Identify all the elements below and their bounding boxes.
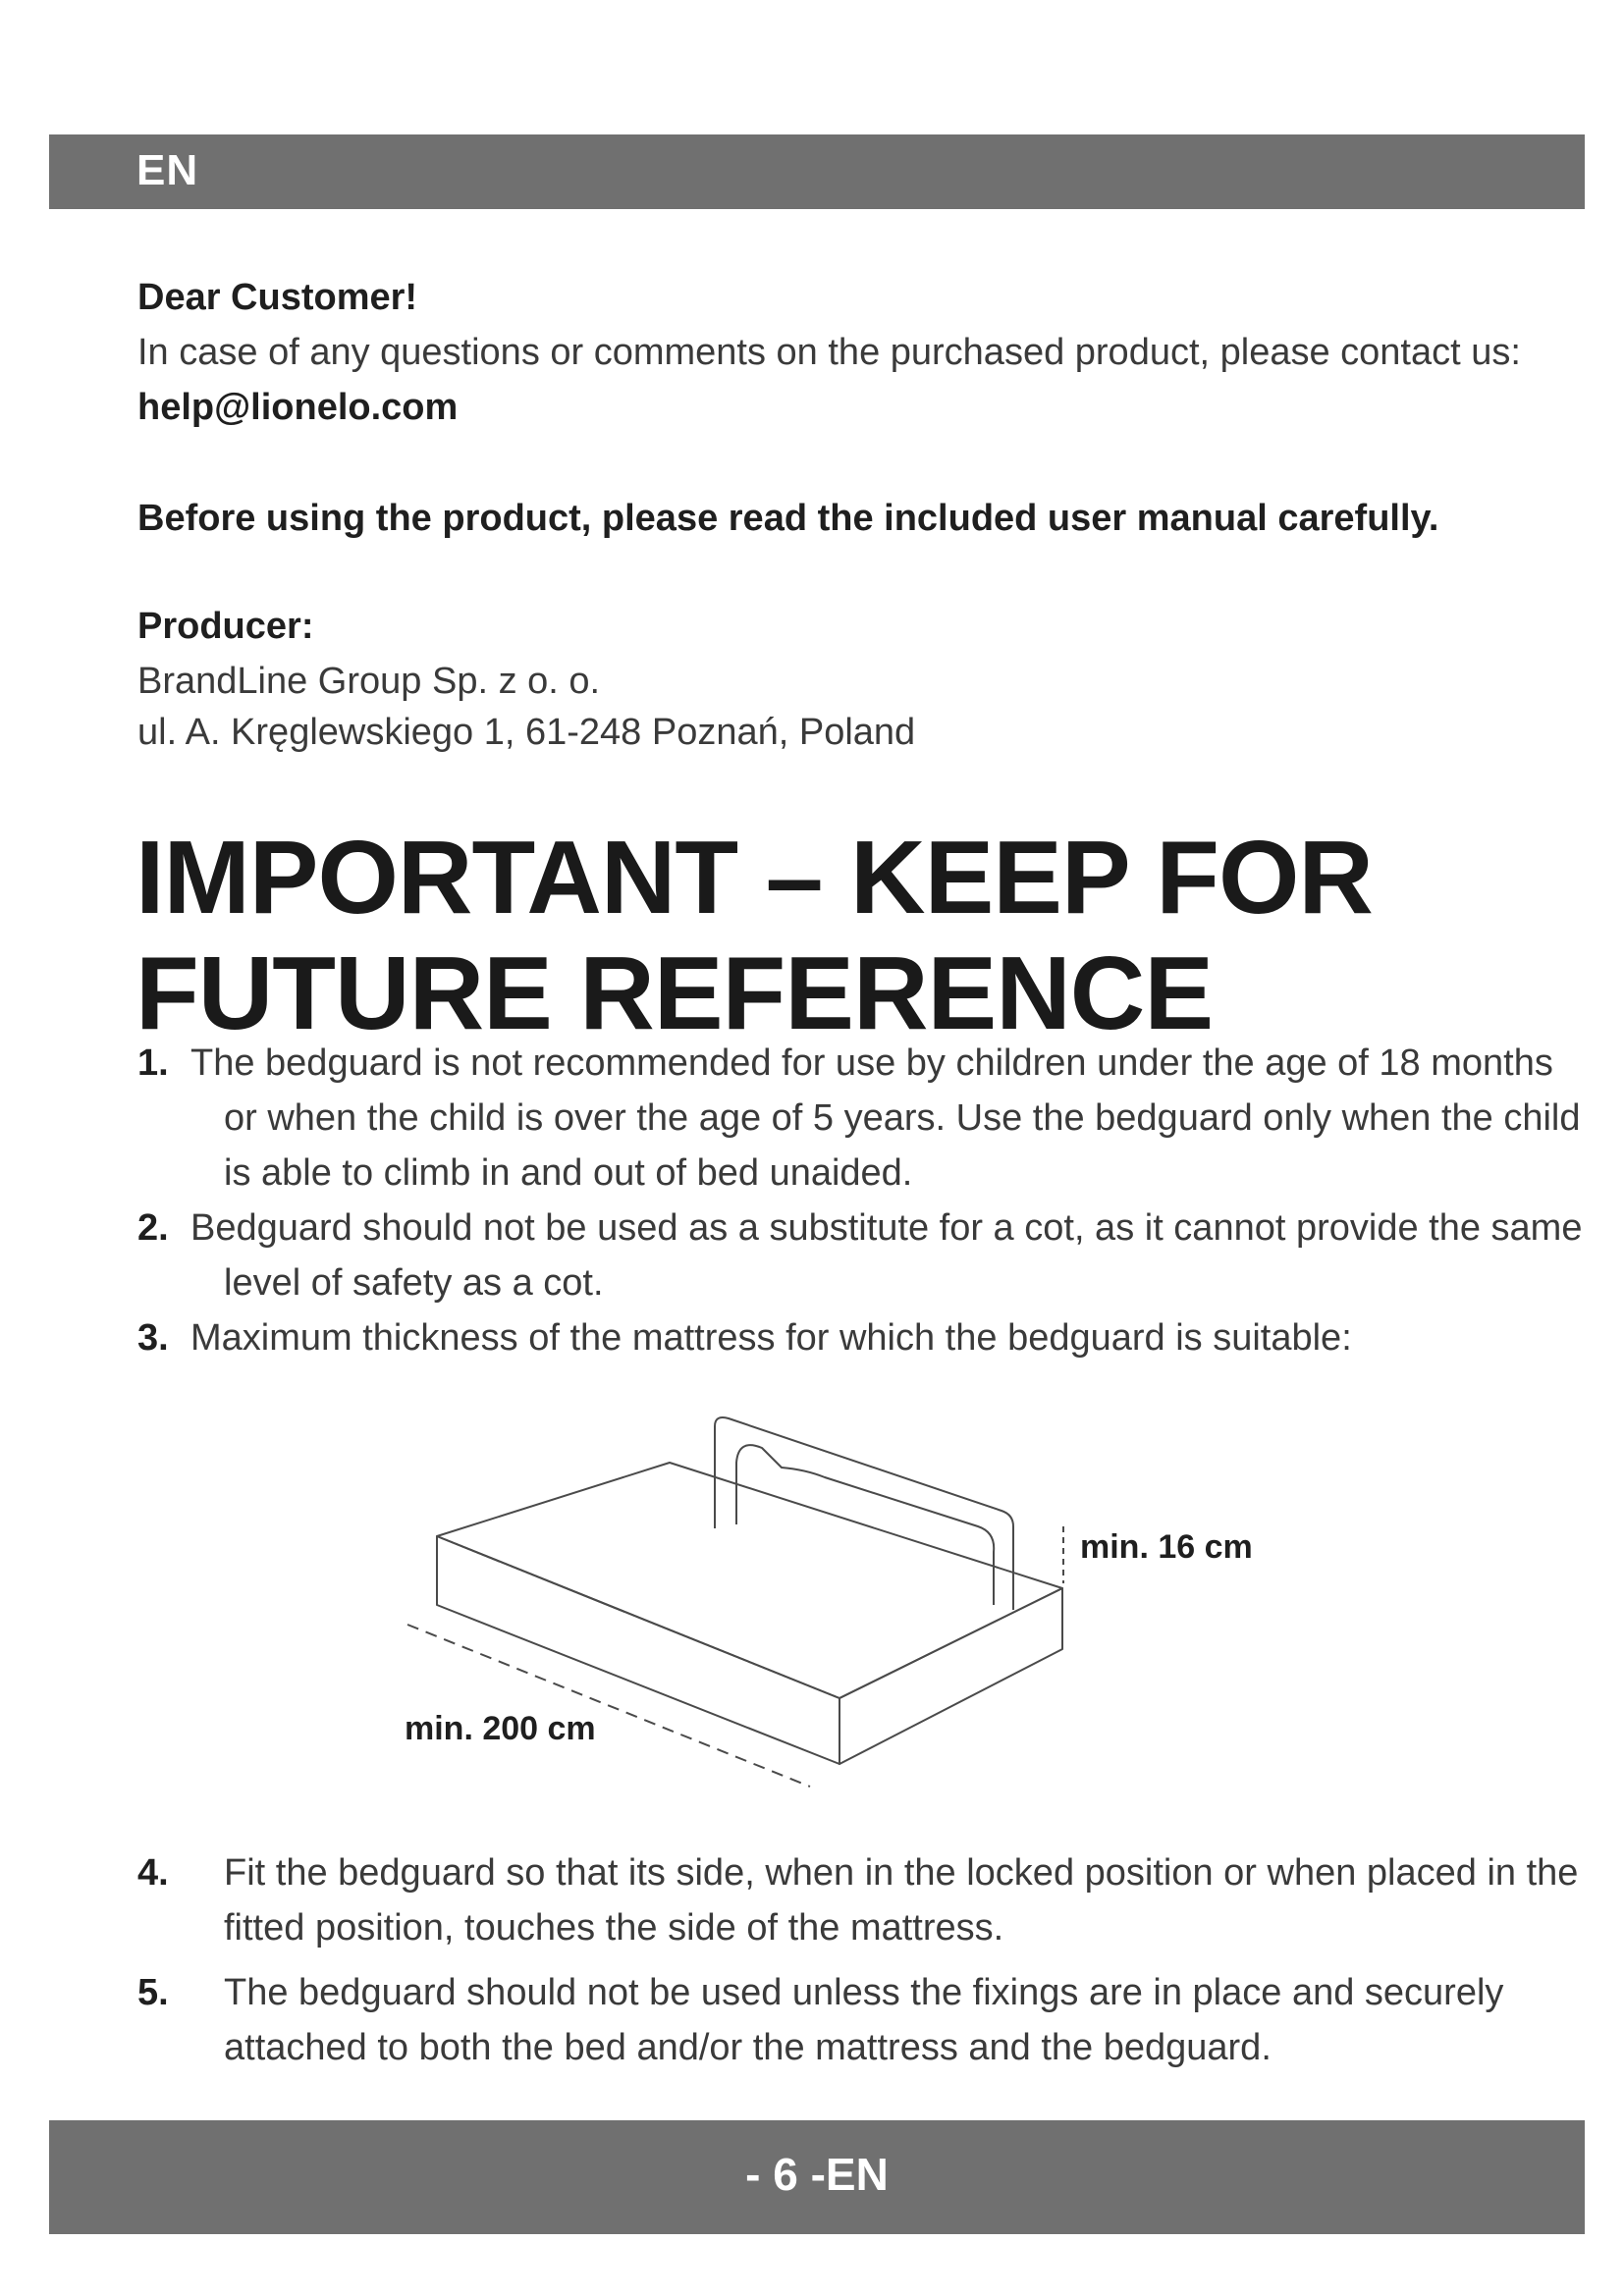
mattress-bedguard-diagram <box>393 1409 1276 1801</box>
contact-paragraph <box>137 325 1581 435</box>
important-heading: IMPORTANT – KEEP FOR FUTURE REFERENCE <box>135 820 1373 1051</box>
list-item <box>137 1965 1591 2075</box>
instructions-list <box>137 1036 1591 1365</box>
item-number: 5. <box>137 1972 169 2013</box>
item-text: Fit the bedguard so that its side, when in the locked position or when placed in the fitted position, touches the side of the mattress. <box>224 1852 1579 1949</box>
list-item <box>137 1845 1591 1955</box>
producer-address: ul. A. Kręglewskiego 1, 61-248 Poznań, Poland <box>137 712 916 753</box>
list-item <box>137 1036 1591 1201</box>
producer-label: Producer: <box>137 606 314 647</box>
item-text: The bedguard is not recommended for use by children under the age of 18 months or when the child is over the age of 5 years. Use the bedguard only when the child is able to climb in and out of bed unaided. <box>190 1042 1581 1194</box>
item-number: 2. <box>137 1207 169 1249</box>
item-text: Bedguard should not be used as a substitute for a cot, as it cannot provide the same level of safety as a cot. <box>190 1207 1583 1304</box>
producer-company: BrandLine Group Sp. z o. o. <box>137 661 601 702</box>
height-label: min. 16 cm <box>1080 1528 1253 1566</box>
item-number: 1. <box>137 1042 169 1084</box>
length-label: min. 200 cm <box>405 1710 596 1747</box>
footer-bar <box>49 2120 1585 2234</box>
producer-section <box>137 599 1581 760</box>
greeting-title: Dear Customer! <box>137 277 418 318</box>
item-number: 3. <box>137 1317 169 1359</box>
mattress-side <box>839 1588 1062 1764</box>
item-text: Maximum thickness of the mattress for which the bedguard is suitable: <box>190 1317 1352 1359</box>
list-item <box>137 1201 1591 1310</box>
contact-email-link[interactable]: help@lionelo.com <box>137 387 459 428</box>
page-number: - 6 -EN <box>745 2149 889 2200</box>
manual-notice: Before using the product, please read the included user manual carefully. <box>137 498 1439 539</box>
list-item <box>137 1310 1591 1365</box>
item-number: 4. <box>137 1852 169 1894</box>
item-text: The bedguard should not be used unless the fixings are in place and securely attached to both the bed and/or the mattress and the bedguard. <box>224 1972 1504 2068</box>
length-dimension-line <box>407 1625 810 1787</box>
language-label: EN <box>136 146 199 194</box>
contact-text: In case of any questions or comments on the purchased product, please contact us: <box>137 332 1521 373</box>
header-bar <box>49 134 1585 209</box>
instructions-list-continued <box>137 1845 1591 2075</box>
greeting-section <box>137 270 1581 435</box>
